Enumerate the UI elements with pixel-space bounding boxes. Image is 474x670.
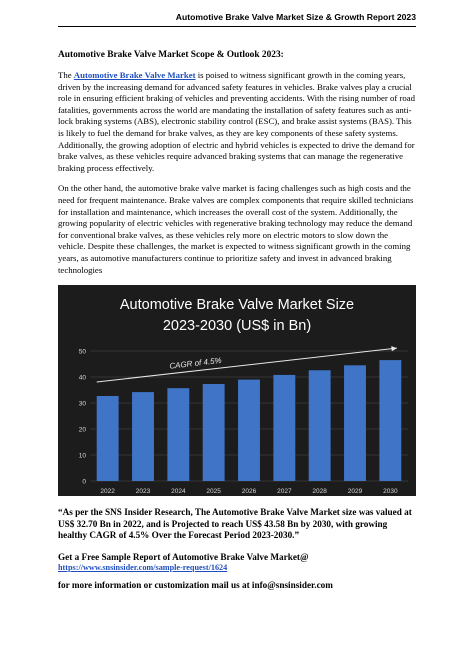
x-tick-label: 2026	[241, 488, 257, 496]
contact-info: for more information or customization mail us at info@snsinsider.com	[58, 579, 333, 590]
x-tick-label: 2024	[171, 488, 186, 496]
chart-title-line1: Automotive Brake Valve Market Size	[119, 297, 355, 314]
y-tick-label: 0	[82, 478, 86, 486]
research-quote: “As per the SNS Insider Research, The Automotive Brake Valve Market size was valued at US$ 32.70 Bn in 2022, and is Projected to reach US$ 43.58 Bn by 2030, with growing healthy CAGR of 4.5% Over the Forecast Period 2023-2030.”	[58, 507, 412, 541]
y-tick-label: 40	[78, 374, 86, 382]
x-tick-label: 2023	[135, 488, 151, 496]
chart-svg	[58, 285, 416, 496]
market-report-link[interactable]: Automotive Brake Valve Market	[73, 70, 196, 80]
sample-request-link[interactable]: https://www.snsinsider.com/sample-request/1624	[58, 562, 228, 572]
intro-paragraph	[58, 70, 416, 174]
intro-prefix: The	[58, 70, 74, 80]
document-body	[58, 50, 416, 590]
bar	[132, 392, 154, 481]
y-tick-label: 10	[78, 452, 86, 460]
intro-text: is poised to witness significant growth in the coming years, driven by the increasing demand for advanced safety features in vehicles. Brake valves play a crucial role in ensuring efficient braking of vehicles and preventing accidents. With the rising number of road fatalities, governments across the world are mandating the installation of safety features such as anti-lock braking systems (ABS), electronic stability control (ESC), and brake assist systems (BAS). This is likely to fuel the demand for brake valves, as they are key components of these safety systems. Additionally, the growing adoption of electric and hybrid vehicles is expected to drive the demand for brake valves, as these vehicles require advanced braking systems that can manage the regenerative braking process effectively.	[58, 70, 415, 173]
bar	[97, 396, 119, 481]
y-tick-label: 20	[78, 426, 86, 434]
bar	[273, 375, 295, 481]
x-tick-label: 2028	[312, 488, 327, 496]
bar	[238, 380, 260, 481]
y-tick-label: 50	[78, 348, 86, 356]
section-heading: Automotive Brake Valve Market Scope & Outlook 2023:	[58, 50, 284, 60]
x-tick-label: 2029	[347, 488, 363, 496]
x-tick-label: 2022	[100, 488, 115, 496]
bar	[379, 360, 401, 481]
bar	[309, 370, 331, 481]
bar	[203, 384, 225, 481]
bar	[344, 365, 366, 481]
chart-title-line2: 2023-2030 (US$ in Bn)	[162, 318, 312, 335]
page-header-title: Automotive Brake Valve Market Size & Growth Report 2023	[175, 12, 416, 22]
x-tick-label: 2025	[206, 488, 221, 496]
sample-report-heading: Get a Free Sample Report of Automotive Brake Valve Market@	[58, 551, 309, 562]
challenges-paragraph: On the other hand, the automotive brake valve market is facing challenges such as high costs and the need for frequent maintenance. Brake valves are complex components that require skilled technicians for installation and maintenance, which increases the overall cost of the system. Additionally, the growing popularity of electric vehicles with regenerative braking technology may reduce the demand for conventional brake valves, as these vehicles rely more on electric motors to slow down the vehicle. Despite these challenges, the market is expected to witness significant growth in the coming years, as automotive manufacturers continue to prioritize safety and invest in advanced braking technologies	[58, 183, 414, 275]
y-tick-label: 30	[78, 400, 86, 408]
x-tick-label: 2030	[383, 488, 398, 496]
market-size-chart	[58, 285, 416, 496]
bar	[167, 388, 189, 481]
header-divider	[58, 26, 416, 27]
x-tick-label: 2027	[277, 488, 292, 496]
cagr-annotation: CAGR of 4.5%	[168, 355, 223, 371]
